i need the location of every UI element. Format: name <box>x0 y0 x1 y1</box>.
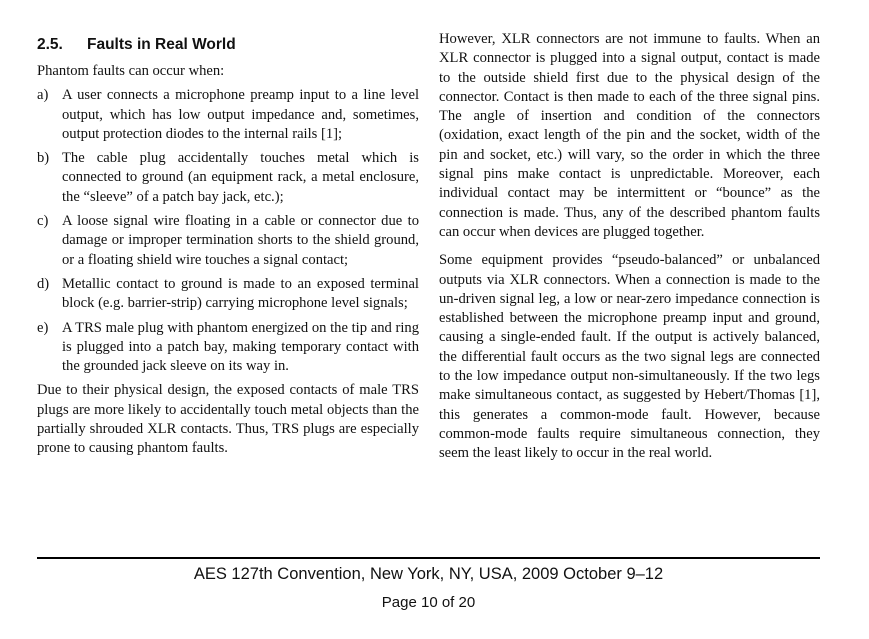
list-item-label: c) <box>37 213 49 230</box>
list-item-label: e) <box>37 319 49 336</box>
list-item-text: Metallic contact to ground is made to an exposed terminal block (e.g. barrier-strip) carrying microphone level signals; <box>62 275 419 312</box>
section-heading <box>37 34 419 56</box>
list-item <box>37 275 419 314</box>
list-item <box>37 212 419 270</box>
list-item-text: A loose signal wire floating in a cable or connector due to damage or improper termination shorts to the shield ground, or a floating shield wire touches a signal contact; <box>62 213 419 268</box>
footer-conference: AES 127th Convention, New York, NY, USA, 2009 October 9–12 <box>193 565 664 583</box>
right-column <box>439 30 820 473</box>
list-item <box>37 149 419 207</box>
section-number: 2.5. <box>37 36 63 53</box>
list-item-text: A user connects a microphone preamp input to a line level output, which has low output impedance and, sometimes, output protection diodes to the internal rails [1]; <box>62 87 419 142</box>
body-paragraph: Some equipment provides “pseudo-balanced” or unbalanced outputs via XLR connectors. When a connection is made to the un-driven signal leg, a low or near-zero impedance connection is established between the microphone preamp input and ground, causing a single-ended fault. If the output is actively balanced, the differential fault occurs as the two signal legs are connected to the low impedance output non-simultaneously. If the two legs make simultaneous contact, as suggested by Hebert/Thomas [1], this generates a common-mode fault. However, because common-mode faults require simultaneous connection, they seem the least likely to occur in the real world. <box>439 252 820 462</box>
list-item-text: The cable plug accidentally touches metal which is connected to ground (an equipment rack, a metal enclosure, the “sleeve” of a patch bay jack, etc.); <box>62 150 419 205</box>
list-item <box>37 319 419 377</box>
body-paragraph: However, XLR connectors are not immune to faults. When an XLR connector is plugged into a signal output, contact is made to the outside shield first due to the physical design of the connector. Contact is then made to each of the three signal pins. The angle of insertion and condition of the connectors (oxidation, exact length of the pin and the socket, width of the pin and socket, etc.) will vary, so the order in which the three signal pins make contact is unpredictable. Moreover, each individual contact may be intermittent or “bounce” as the connection is made. Thus, any of the described phantom faults can occur when devices are plugged together. <box>439 31 820 240</box>
list-item-text: A TRS male plug with phantom energized on the tip and ring is plugged into a patch bay, making temporary contact with the grounded jack sleeve on its way in. <box>62 319 419 375</box>
list-item-label: b) <box>37 150 50 167</box>
closing-paragraph: Due to their physical design, the exposed contacts of male TRS plugs are more likely to accidentally touch metal objects than the partially shrouded XLR contacts. Thus, TRS plugs are especially prone to causing phantom faults. <box>37 382 419 457</box>
left-column <box>37 30 419 465</box>
list-item-label: d) <box>37 275 50 292</box>
list-item <box>37 86 419 144</box>
footer-page-number: Page 10 of 20 <box>381 594 476 611</box>
section-title: Faults in Real World <box>87 36 236 53</box>
footer-divider <box>37 557 820 559</box>
list-item-label: a) <box>37 87 49 104</box>
intro-text: Phantom faults can occur when: <box>37 63 225 79</box>
